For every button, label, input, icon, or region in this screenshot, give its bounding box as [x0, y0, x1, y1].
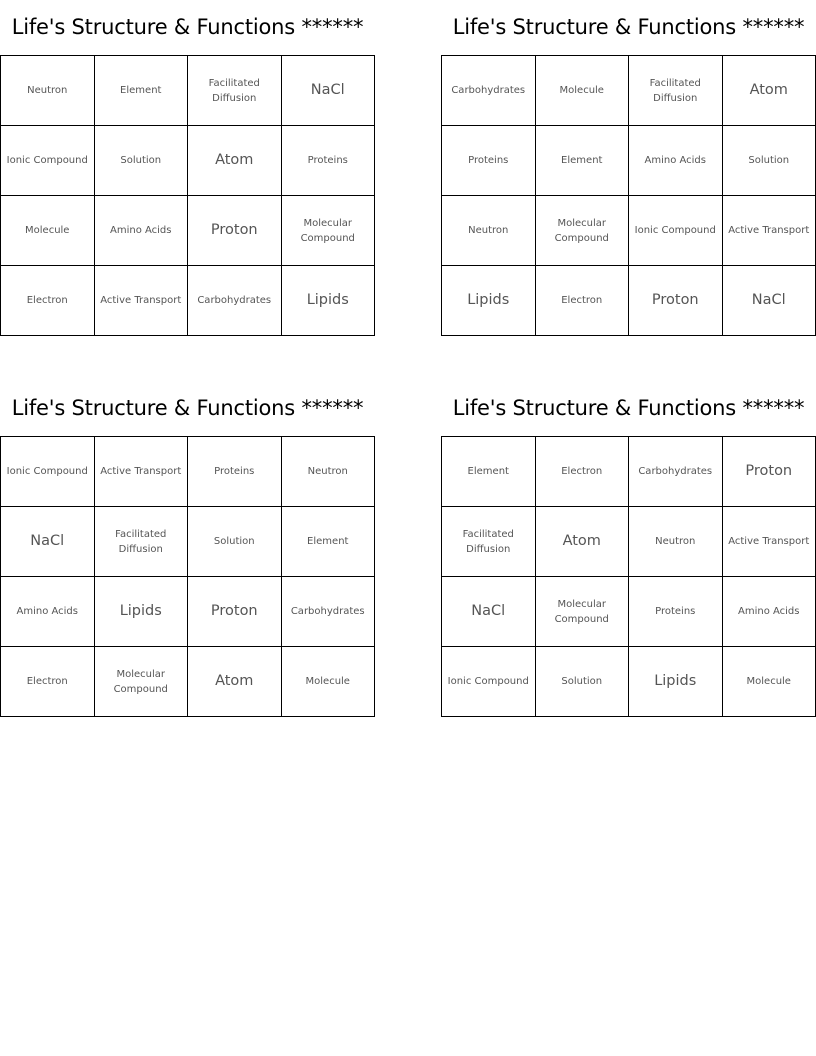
bingo-cell: Active Transport	[94, 266, 188, 336]
bingo-cell: Proteins	[281, 126, 375, 196]
bingo-cell: Proton	[188, 577, 282, 647]
bingo-cell: Element	[535, 126, 629, 196]
bingo-cell: Solution	[722, 126, 816, 196]
grid-row	[1, 577, 375, 647]
bingo-cell: Solution	[535, 647, 629, 717]
bingo-cell: Molecule	[1, 196, 95, 266]
bingo-grid	[441, 55, 816, 336]
bingo-cell: Active Transport	[94, 437, 188, 507]
bingo-cell: Electron	[1, 647, 95, 717]
bingo-cell: Atom	[535, 507, 629, 577]
bingo-cell: Neutron	[442, 196, 536, 266]
bingo-cell: Element	[281, 507, 375, 577]
bingo-cell: Element	[442, 437, 536, 507]
grid-row	[442, 507, 816, 577]
bingo-cell: Proton	[188, 196, 282, 266]
grid-row	[1, 56, 375, 126]
bingo-cell: Molecule	[281, 647, 375, 717]
card-title: Life's Structure & Functions ******	[452, 15, 805, 39]
bingo-cell: Molecular Compound	[94, 647, 188, 717]
bingo-cell: Ionic Compound	[442, 647, 536, 717]
grid-row	[1, 266, 375, 336]
bingo-cell: Electron	[1, 266, 95, 336]
bingo-cell: Carbohydrates	[629, 437, 723, 507]
bingo-cell: Carbohydrates	[188, 266, 282, 336]
bingo-cell: Proton	[722, 437, 816, 507]
bingo-cell: Carbohydrates	[281, 577, 375, 647]
card-title: Life's Structure & Functions ******	[11, 15, 364, 39]
bingo-cell: NaCl	[1, 507, 95, 577]
bingo-cell: Solution	[188, 507, 282, 577]
bingo-cell: Proteins	[188, 437, 282, 507]
bingo-cell: Amino Acids	[94, 196, 188, 266]
bingo-cell: Molecule	[535, 56, 629, 126]
bingo-cell: Amino Acids	[722, 577, 816, 647]
bingo-cell: Solution	[94, 126, 188, 196]
bingo-cell: Active Transport	[722, 507, 816, 577]
bingo-cell: Active Transport	[722, 196, 816, 266]
grid-row	[442, 126, 816, 196]
bingo-cell: Amino Acids	[629, 126, 723, 196]
bingo-cell: Amino Acids	[1, 577, 95, 647]
bingo-cell: Molecule	[722, 647, 816, 717]
bingo-cell: Molecular Compound	[535, 577, 629, 647]
grid-row	[442, 437, 816, 507]
bingo-grid	[441, 436, 816, 717]
bingo-cell: Atom	[722, 56, 816, 126]
bingo-cell: Ionic Compound	[1, 126, 95, 196]
grid-row	[1, 437, 375, 507]
bingo-cell: NaCl	[722, 266, 816, 336]
bingo-cell: Ionic Compound	[629, 196, 723, 266]
bingo-cell: Electron	[535, 266, 629, 336]
grid-row	[442, 56, 816, 126]
bingo-cell: Molecular Compound	[535, 196, 629, 266]
bingo-cell: Facilitated Diffusion	[94, 507, 188, 577]
bingo-cell: Lipids	[442, 266, 536, 336]
bingo-cell: Atom	[188, 126, 282, 196]
grid-row	[1, 507, 375, 577]
bingo-cell: Facilitated Diffusion	[629, 56, 723, 126]
bingo-cell: Element	[94, 56, 188, 126]
bingo-cell: Proteins	[629, 577, 723, 647]
bingo-cell: Lipids	[629, 647, 723, 717]
bingo-cell: NaCl	[442, 577, 536, 647]
bingo-cell: Neutron	[281, 437, 375, 507]
bingo-cell: Neutron	[1, 56, 95, 126]
card-title: Life's Structure & Functions ******	[11, 396, 364, 420]
bingo-cell: Proton	[629, 266, 723, 336]
bingo-cell: Neutron	[629, 507, 723, 577]
grid-row	[442, 647, 816, 717]
bingo-grid	[0, 55, 375, 336]
grid-row	[1, 647, 375, 717]
grid-row	[442, 266, 816, 336]
bingo-cell: Carbohydrates	[442, 56, 536, 126]
grid-row	[1, 196, 375, 266]
bingo-cell: Electron	[535, 437, 629, 507]
bingo-grid	[0, 436, 375, 717]
grid-row	[442, 577, 816, 647]
card-title: Life's Structure & Functions ******	[452, 396, 805, 420]
bingo-cell: Facilitated Diffusion	[188, 56, 282, 126]
grid-row	[1, 126, 375, 196]
bingo-cell: Facilitated Diffusion	[442, 507, 536, 577]
bingo-cell: Molecular Compound	[281, 196, 375, 266]
bingo-cell: NaCl	[281, 56, 375, 126]
bingo-cell: Lipids	[281, 266, 375, 336]
bingo-cell: Atom	[188, 647, 282, 717]
bingo-cell: Proteins	[442, 126, 536, 196]
bingo-cell: Ionic Compound	[1, 437, 95, 507]
grid-row	[442, 196, 816, 266]
bingo-cell: Lipids	[94, 577, 188, 647]
